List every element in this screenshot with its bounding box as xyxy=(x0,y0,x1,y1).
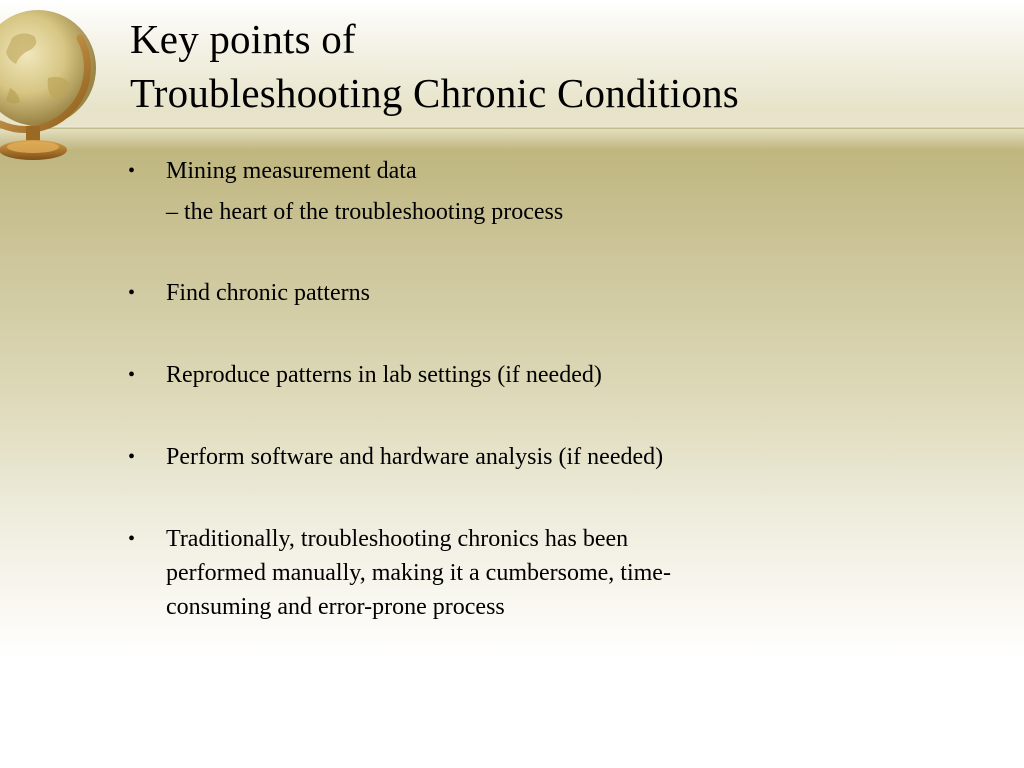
bullet-text: Find chronic patterns xyxy=(166,280,370,306)
bullet-item-1 xyxy=(128,154,988,229)
spacer xyxy=(128,392,988,440)
bullet-item-5 xyxy=(128,522,988,624)
bullet-subtext: – the heart of the troubleshooting process xyxy=(166,199,564,225)
spacer xyxy=(128,310,988,358)
bullet-text: Mining measurement data xyxy=(166,158,417,184)
spacer xyxy=(128,474,988,522)
bullet-text: Reproduce patterns in lab settings (if needed) xyxy=(166,362,602,388)
title-divider xyxy=(0,126,1024,129)
title-line-1: Key points of xyxy=(130,16,356,62)
bullet-list xyxy=(128,154,988,624)
title-line-2: Troubleshooting Chronic Conditions xyxy=(130,70,739,116)
bullet-item-3 xyxy=(128,358,988,392)
bullet-item-4 xyxy=(128,440,988,474)
bullet-text: Perform software and hardware analysis (if needed) xyxy=(166,444,664,470)
bullet-marker: • xyxy=(128,528,136,550)
bullet-marker: • xyxy=(128,160,136,182)
bullet-marker: • xyxy=(128,446,136,468)
spacer xyxy=(128,229,988,276)
bullet-text-line-3: consuming and error-prone process xyxy=(166,594,505,620)
globe-icon xyxy=(0,0,110,168)
bullet-item-2 xyxy=(128,276,988,310)
bullet-marker: • xyxy=(128,364,136,386)
bullet-text-line-1: Traditionally, troubleshooting chronics has been xyxy=(166,526,629,552)
slide-title xyxy=(130,12,1010,120)
bullet-marker: • xyxy=(128,282,136,304)
bullet-text-line-2: performed manually, making it a cumbersome, time- xyxy=(166,560,671,586)
